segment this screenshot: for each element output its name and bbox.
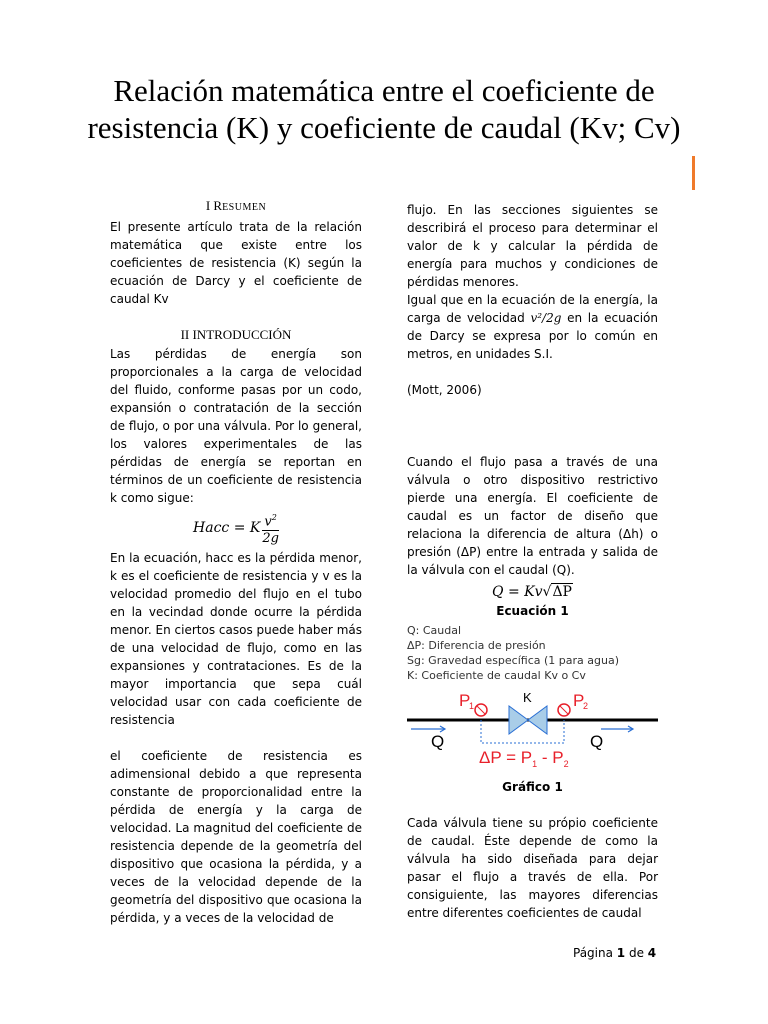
spacer — [407, 796, 658, 814]
equation-legend — [407, 623, 658, 683]
spacer — [407, 399, 658, 453]
resumen-paragraph: El presente artículo trata de la relación matemática que existe entre los coeficientes de resistencia (K) según la ecuación de Darcy y el coeficiente de caudal Kv — [110, 220, 362, 306]
svg-text:2: 2 — [583, 701, 589, 711]
equation-q: Q = Kv√ΔP — [492, 584, 572, 600]
legend-item: ΔP: Diferencia de presión — [407, 639, 546, 652]
intro-heading: II INTRODUCCIÓN — [180, 327, 292, 342]
p1-label: P — [459, 691, 471, 710]
right-paragraph-4: Cada válvula tiene su própio coeficiente de caudal. Éste depende de como la válvula ha sido diseñada para dejar pasar el flujo a través de ella. Por consiguiente, las mayores diferencias entre diferentes coeficientes de caudal — [407, 816, 658, 920]
right-paragraph-1: flujo. En las secciones siguientes se describirá el proceso para determinar el valor de k y calcular la pérdida de energía para muchos y condiciones de pérdidas menores. — [407, 203, 658, 289]
equation-fraction: $\frac{v^2}{2g}$ — [262, 510, 279, 545]
equation-hacc — [110, 508, 362, 548]
text-cursor-bar — [692, 156, 695, 190]
legend-item: Q: Caudal — [407, 624, 462, 637]
svg-text:1: 1 — [469, 701, 475, 711]
intro-paragraph-3: el coeficiente de resistencia es adimensional debido a que representa constante de proporcionalidad entre la pérdida de energía y la carga de velocidad. La magnitud del coeficiente de resistencia depende de la geometría del dispositivo que ocasiona la pérdida, y a veces de la velocidad depende de la geometría del dispositivo que ocasiona la pérdida, y a veces de la velocidad de — [110, 749, 362, 925]
right-paragraph-3: Cuando el flujo pasa a través de una válvula o otro dispositivo restrictivo pierde una energía. El coeficiente de caudal es un factor de diseño que relaciona la diferencia de altura (Δh) o presión (ΔP) entre la entrada y salida de la válvula con el caudal (Q). — [407, 455, 658, 577]
intro-paragraph-1: Las pérdidas de energía son proporcionales a la carga de velocidad del fluido, conforme pasas por un codo, expansión o contratación de la sección de flujo, o por una válvula. Por lo general, los valores experimentales de las pérdidas de energía se reportan en términos de un coeficiente de resistencia k como sigue: — [110, 347, 362, 505]
equation-lhs: Hacc = K — [193, 520, 261, 536]
spacer — [407, 363, 658, 381]
title-line-2: resistencia (K) y coeficiente de caudal (Kv; Cv) — [87, 110, 681, 145]
figure-caption: Gráfico 1 — [502, 780, 563, 794]
right-paragraph-2: Igual que en la ecuación de la energía, la carga de velocidad v²/2g en la ecuación de Darcy se expresa por lo común en metros, en unidades S.I. — [407, 293, 658, 361]
spacer — [110, 729, 362, 747]
q-left-label: Q — [431, 732, 445, 751]
citation: (Mott, 2006) — [407, 383, 482, 397]
q-right-label: Q — [590, 732, 604, 751]
dp-formula: $\Delta P = P_1 - P_2$ — [479, 748, 569, 769]
paper-title — [40, 72, 728, 146]
page-number: Página 1 de 4 — [573, 946, 657, 960]
title-line-1: Relación matemática entre el coeficiente de — [113, 73, 655, 108]
valve-diagram — [407, 689, 658, 771]
spacer — [110, 308, 362, 326]
legend-item: K: Coeficiente de caudal Kv o Cv — [407, 669, 586, 682]
equation-caption: Ecuación 1 — [496, 604, 569, 618]
k-label: K — [523, 690, 532, 705]
velocity-head-fraction: v²/2g — [530, 311, 562, 325]
legend-item: Sg: Gravedad específica (1 para agua) — [407, 654, 619, 667]
intro-paragraph-2: En la ecuación, hacc es la pérdida menor, k es el coeficiente de resistencia y v es la velocidad promedio del flujo en el tubo en la vecindad donde ocurre la pérdida menor. En ciertos casos puede haber más de una velocidad de flujo, como en las expansiones y contrataciones. Es de la mayor importancia que sepa cuál velocidad usar con cada coeficiente de resistencia — [110, 551, 362, 727]
valve-icon — [509, 706, 528, 734]
p2-label: P — [573, 691, 585, 710]
right-column — [407, 201, 658, 922]
resumen-heading: I RESUMEN — [205, 198, 267, 213]
left-column — [110, 197, 362, 927]
